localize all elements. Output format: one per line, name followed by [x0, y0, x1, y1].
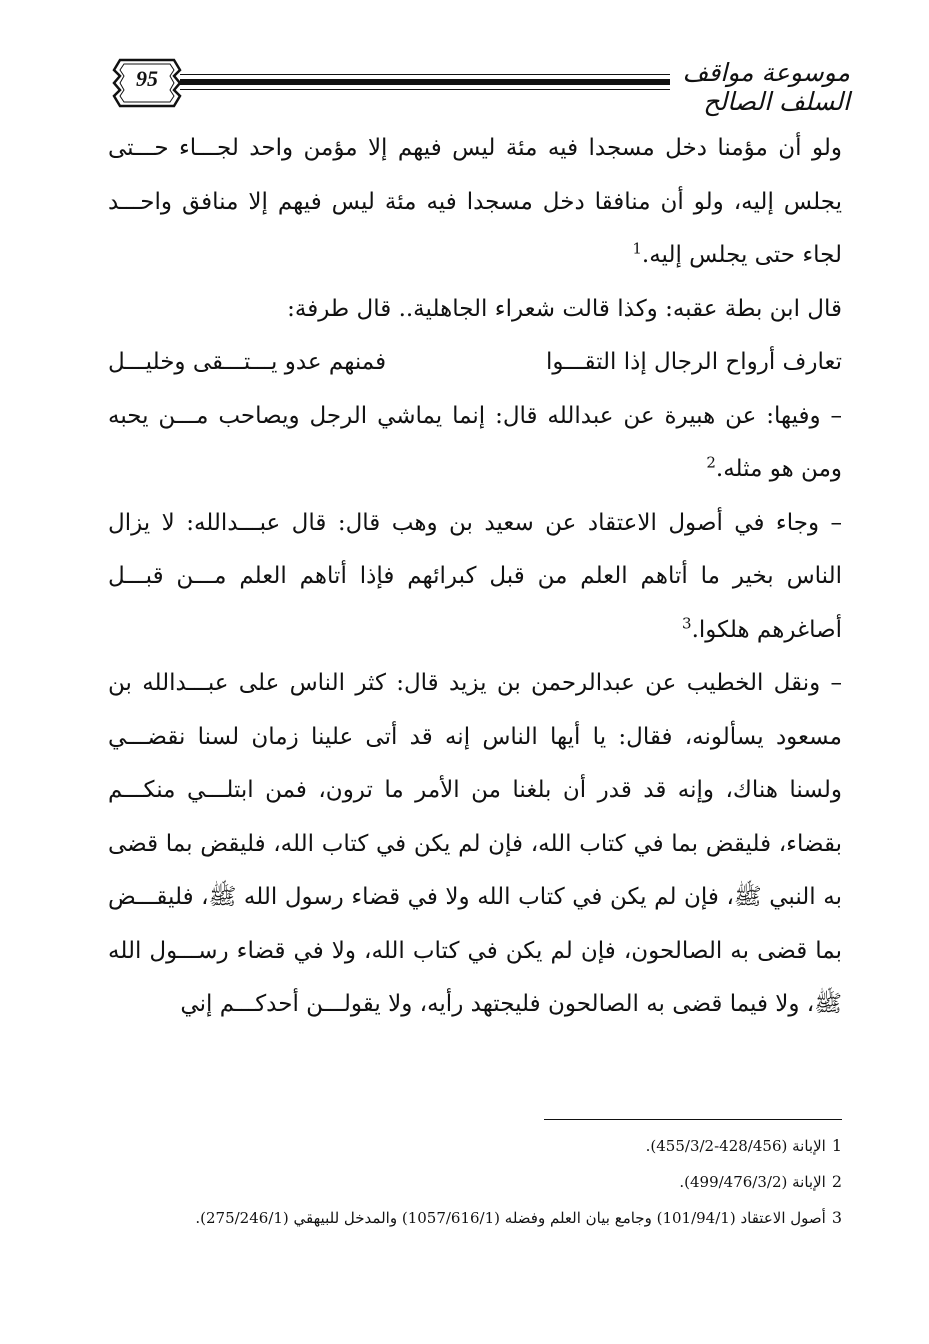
footnote-ref-3: 3 [682, 613, 692, 632]
poetry-verse [108, 336, 842, 390]
page-header [100, 52, 850, 116]
footnote-1 [108, 1128, 842, 1164]
footnote-2-number: 2 [831, 1172, 842, 1191]
footnote-2-text: الإبانة (499/476/3/2). [679, 1173, 826, 1191]
footnote-1-number: 1 [831, 1136, 842, 1155]
paragraph-4-text: – وجاء في أصول الاعتقاد عن سعيد بن وهب قال: قال عبـــدالله: لا يزال الناس بخير ما أتاهم العلم من قبل كبرائهم فإذا أتاهم العلم مـــن قبـــل أصاغرهم هلكوا. [108, 509, 842, 643]
footnote-separator [544, 1119, 842, 1120]
page-number: 95 [136, 66, 158, 91]
page-number-badge [110, 56, 184, 110]
footnote-3 [108, 1200, 842, 1236]
paragraph-1-text: ولو أن مؤمنا دخل مسجدا فيه مئة ليس فيهم إلا مؤمن واحد لجـــاء حـــتى يجلس إليه، ولو أن منافقا دخل مسجدا فيه مئة ليس فيهم إلا منافق واحـــد لجاء حتى يجلس إليه. [108, 135, 842, 268]
paragraph-3-text: – وفيها: عن هبيرة عن عبدالله قال: إنما يماشي الرجل ويصاحب مـــن يحبه ومن هو مثله. [108, 402, 842, 482]
footnotes [108, 1128, 842, 1236]
footnote-3-number: 3 [831, 1208, 842, 1227]
verse-second-hemistich: فمنهم عدو يـــتـــقى وخليـــل [108, 349, 387, 375]
footnote-3-text: أصول الاعتقاد (101/94/1) وجامع بيان العلم وفضله (1057/616/1) والمدخل للبيهقي (275/246/1). [195, 1209, 826, 1227]
book-title: موسوعة مواقف السلف الصالح [682, 58, 850, 116]
footnote-ref-2: 2 [706, 453, 716, 472]
main-text [108, 122, 842, 1032]
header-rule-thick [180, 79, 670, 85]
paragraph-2: قال ابن بطة عقبه: وكذا قالت شعراء الجاهلية.. قال طرفة: [287, 295, 842, 322]
footnote-1-text: الإبانة (428/456-455/3/2). [645, 1137, 826, 1155]
paragraph-1 [108, 122, 842, 283]
paragraph-4 [108, 497, 842, 658]
paragraph-3 [108, 390, 842, 497]
paragraph-5: – ونقل الخطيب عن عبدالرحمن بن يزيد قال: كثر الناس على عبـــدالله بن مسعود يسألونه، فقال: يا أيها الناس إنه قد أتى علينا زمان لسنا نقضـــي ولسنا هناك، وإنه قد قدر أن بلغنا من الأمر ما ترون، فمن ابتلـــي منكـــم بقضاء، فليقض بما في كتاب الله، فإن لم يكن في كتاب الله، فليقض بما قضى به النبي ﷺ، فإن لم يكن في كتاب الله ولا في قضاء رسول الله ﷺ، فليقـــض بما قضى به الصالحون، فإن لم يكن في كتاب الله، ولا في قضاء رســـول الله ﷺ، ولا فيما قضى به الصالحون فليجتهد رأيه، ولا يقولـــن أحدكـــم إني [108, 670, 842, 1017]
header-rule-bottom [180, 89, 670, 90]
verse-first-hemistich: تعارف أرواح الرجال إذا التقـــوا [545, 349, 842, 375]
footnote-ref-1: 1 [632, 239, 642, 258]
footnote-2 [108, 1164, 842, 1200]
header-rule-top [180, 74, 670, 75]
